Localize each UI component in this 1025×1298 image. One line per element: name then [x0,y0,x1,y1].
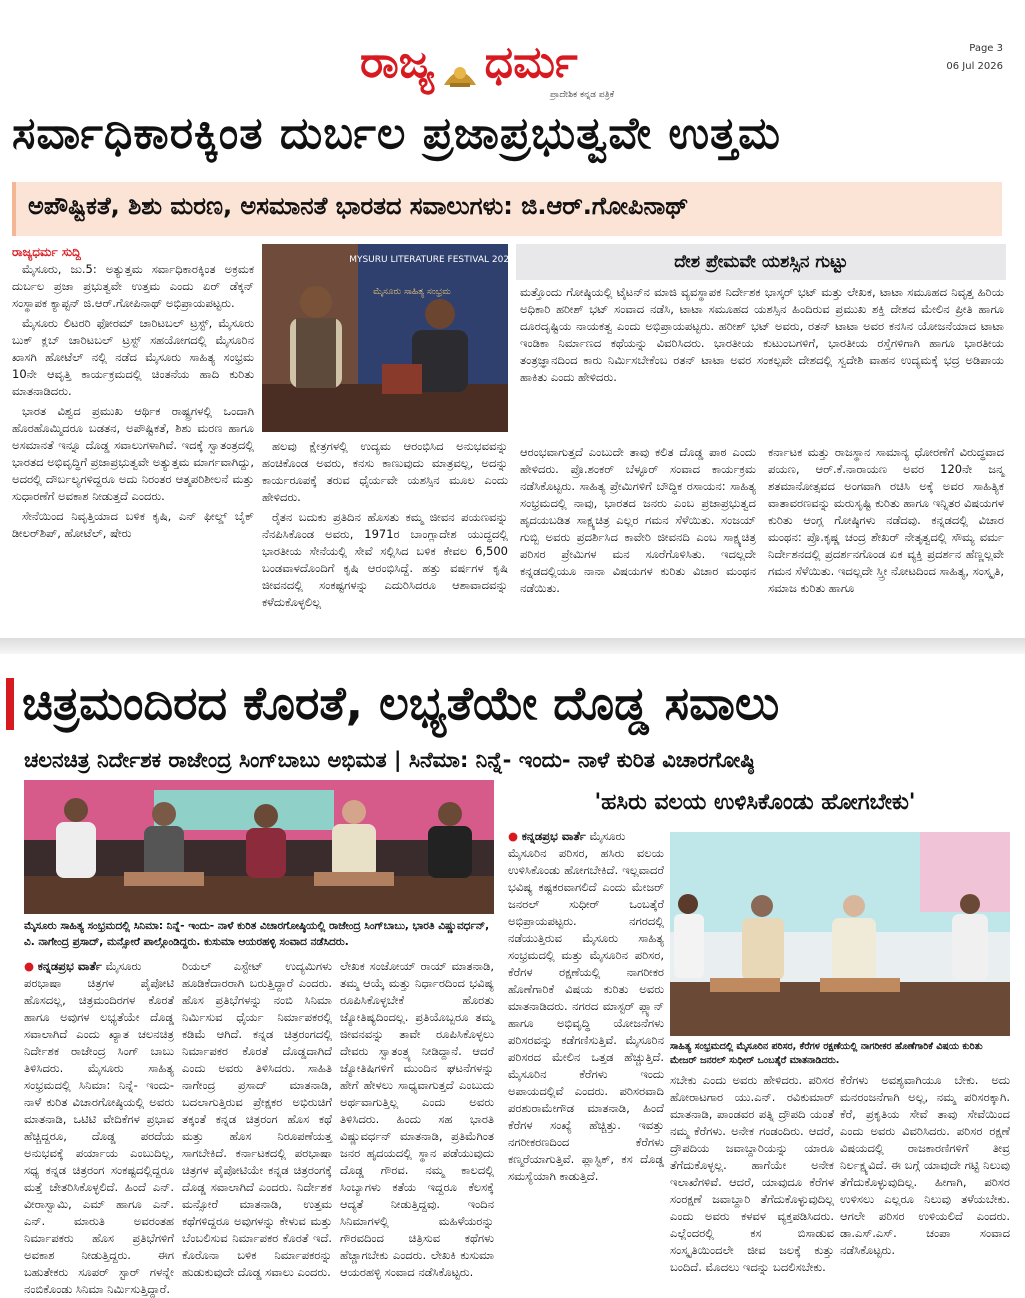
box1-title: ದೇಶ ಪ್ರೇಮವೇ ಯಶಸ್ಸಿನ ಗುಟ್ಟು [674,252,848,272]
story2-photo [24,780,494,914]
story1-paragraph: ಮೈಸೂರು ಲಿಟರರಿ ಫೋರಮ್ ಚಾರಿಟಬಲ್ ಟ್ರಸ್ಟ್, ಮೈಸೂರು ಬುಕ್ ಕ್ಲಬ್ ಚಾರಿಟಬಲ್ ಟ್ರಸ್ಟ್ ಸಹಯೋಗದಲ್ಲಿ ಮೈಸೂರಿನ ಖಾಸಗಿ ಹೋಟೆಲ್ ನಲ್ಲಿ ನಡೆದ ಮೈಸೂರು ಸಾಹಿತ್ಯ ಸಂಭ್ರಮ 10ನೇ ಆವೃತ್ತಿ ಕಾರ್ಯಕ್ರಮದಲ್ಲಿ ಚಿಂತನೆಯ ಹಾದಿ ಕುರಿತು ಮಾತನಾಡಿದರು. [12,316,254,398]
masthead-right: ಧರ್ಮ [484,37,578,88]
story2-column-1-text: ಪರಭಾಷಾ ಚಿತ್ರಗಳ ಪೈಪೋಟಿ ಹೊಸದಲ್ಲ, ಚಿತ್ರಮಂದಿರಗಳ ಕೊರತೆ ಹಾಗೂ ಅವುಗಳ ಲಭ್ಯತೆಯೇ ದೊಡ್ಡ ಸವಾಲಾಗಿದೆ ಎಂದು ಖ್ಯಾತ ಚಲನಚಿತ್ರ ನಿರ್ದೇಶಕ ರಾಜೇಂದ್ರ ಸಿಂಗ್ ಬಾಬು ತಿಳಿಸಿದರು. ಮೈಸೂರು ಸಾಹಿತ್ಯ ಸಂಭ್ರಮದಲ್ಲಿ ಸಿನಿಮಾ: ನಿನ್ನೆ- ಇಂದು- ನಾಳೆ ಕುರಿತ ವಿಚಾರಗೋಷ್ಠಿಯಲ್ಲಿ ಅವರು ಮಾತನಾಡಿ, ಒಟಿಟಿ ವೇದಿಕೆಗಳ ಪ್ರಭಾವ ಹೆಚ್ಚಿದ್ದರೂ, ದೊಡ್ಡ ಪರದೆಯ ಅನುಭವಕ್ಕೆ ಪರ್ಯಾಯ ಎಂಬುದಿಲ್ಲ, ಸಧ್ಯ ಕನ್ನಡ ಚಿತ್ರರಂಗ ಸಂಕಷ್ಟದಲ್ಲಿದ್ದರೂ ಮತ್ತೆ ಚೇತರಿಸಿಕೊಳ್ಳಲಿದೆ. ಹಿಂದೆ ಎನ್. ವೀರಾಸ್ವಾಮಿ, ಎಮ್ ಹಾಗೂ ಎನ್. ಎನ್. ಮಾರುತಿ ಅವರಂತಹ ನಿರ್ಮಾಪಕರು ಹೊಸ ಪ್ರತಿಭೆಗಳಿಗೆ ಅವಕಾಶ ನೀಡುತ್ತಿದ್ದರು. ಈಗ ಬಹುತೇಕರು ಸೂಪರ್ ಸ್ಟಾರ್ ಗಳನ್ನೇ ನಂಬಿಕೊಂಡು ಸಿನಿಮಾ ನಿರ್ಮಿಸುತ್ತಿದ್ದಾರೆ. [24,976,174,1296]
story1-paragraph: ಸೇನೆಯಿಂದ ನಿವೃತ್ತಿಯಾದ ಬಳಿಕ ಕೃಷಿ, ಎನ್ ಫೀಲ್ಡ್ ಬೈಕ್ ಡೀಲರ್‌ಶಿಪ್, ಹೋಟೆಲ್, ಷೇರು [12,509,254,540]
page-info [946,40,1003,76]
box1-intro-text: ಮತ್ತೊಂದು ಗೋಷ್ಠಿಯಲ್ಲಿ ಟೈಟನ್‌ನ ಮಾಜಿ ವ್ಯವಸ್ಥಾಪಕ ನಿರ್ದೇಶಕ ಭಾಸ್ಕರ್ ಭಟ್ ಮತ್ತು ಲೇಖಕ, ಟಾಟಾ ಸಮೂಹದ ನಿವೃತ್ತ ಹಿರಿಯ ಅಧಿಕಾರಿ ಹರೀಶ್ ಭಟ್ ಸಂವಾದ ನಡೆಸಿ, ಟಾಟಾ ಸಮೂಹದ ಯಶಸ್ಸಿನ ಹಿಂದಿರುವ ಪ್ರಮುಖ ಶಕ್ತಿ ದೇಶದ ಮೇಲಿನ ಪ್ರೀತಿ ಹಾಗೂ ದೂರದೃಷ್ಟಿಯ ನಾಯಕತ್ವ ಎಂದು ಅಭಿಪ್ರಾಯಪಟ್ಟರು. ಹರೀಶ್ ಭಟ್ ಅವರು, ರತನ್ ಟಾಟಾ ಅವರ ಕನಸಿನ ಯೋಜನೆಯಾದ ಟಾಟಾ ಇಂಡಿಕಾ ನಿರ್ಮಾಣದ ಕಥೆಯನ್ನು ವಿವರಿಸಿದರು. ಭಾರತೀಯ ಕುಟುಂಬಗಳಿಗೆ, ಭಾರತೀಯ ರಸ್ತೆಗಳಿಗಾಗಿ ಹಾಗೂ ಭಾರತೀಯ ತಂತ್ರಜ್ಞಾನದಿಂದ ಕಾರು ನಿರ್ಮಿಸಬೇಕೆಂಬ ರತನ್ ಟಾಟಾ ಅವರ ಸಂಕಲ್ಪವೇ ದೇಶದಲ್ಲಿ ಸ್ವದೇಶಿ ವಾಹನ ಉದ್ಯಮಕ್ಕೆ ಭದ್ರ ಅಡಿಪಾಯ ಹಾಕಿತು ಎಂದು ಹೇಳಿದರು. [520,285,1004,384]
story1-paragraph: ರೈತನ ಬದುಕು ಪ್ರತಿದಿನ ಹೊಸತು ಕಮ್ಮ ಜೀವನ ಪಯಣವನ್ನು ನೆನಪಿಸಿಕೊಂಡ ಅವರು, 1971ರ ಬಾಂಗ್ಲಾದೇಶ ಯುದ್ಧದಲ್ಲಿ ಭಾರತೀಯ ಸೇನೆಯಲ್ಲಿ ಸೇವೆ ಸಲ್ಲಿಸಿದ ಬಳಿಕ ಕೇವಲ 6,500 ಬಂಡವಾಳದೊಂದಿಗೆ ಕೃಷಿ ಆರಂಭಿಸಿದ್ದೆ. ಹತ್ತು ವರ್ಷಗಳ ಕೃಷಿ ಜೀವನದಲ್ಲಿ ಸಂಕಷ್ಟಗಳನ್ನು ಎದುರಿಸಿದರೂ ಆಶಾವಾದವನ್ನು ಕಳೆದುಕೊಳ್ಳಲಿಲ್ಲ [262,510,508,609]
box2-column-3-text: ಕೆರೆಗಳು ಅವಶ್ಯವಾಗಿಯೂ ಬೇಕು. ಅದು ಮನರಂಜನೆಗಾಗಿ ಅಲ್ಲ, ನಮ್ಮ ಪರಿಸರಕ್ಕಾಗಿ. ಕೆರೆ, ಪ್ರಕೃತಿಯ ಸೇವೆ ತಾವು ಸೇವೆಯಿಂದ ಎಂದು ಅವರು ವಿವರಿಸಿದರು. ಪರಿಸರ ರಕ್ಷಣೆ ವಿಷಯದಲ್ಲಿ ರಾಜಕಾರಣಿಗಳಿಗೆ ತೀವ್ರ ನಿರ್ಲಕ್ಷ್ಯವಿದೆ. ಈ ಬಗ್ಗೆ ಯಾವುದೇ ಗಟ್ಟಿ ನಿಲುವು ತೆಗೆದುಕೊಳ್ಳುವುದಿಲ್ಲ. ಹೀಗಾಗಿ, ಪರಿಸರ ಉಳಿಸಲು ಎಲ್ಲರೂ ನಿಲುವು ತಳೆಯಬೇಕು. ಆಗಲೇ ಪರಿಸರ ಉಳಿಯಲಿದೆ ಎಂದರು. ಡಾ.ಎಸ್.ಎಸ್. ಚಂಪಾ ಸಂವಾದ ನಡೆಸಿಕೊಟ್ಟರು. [840,1073,1010,1257]
masthead-tagline: ಪ್ರಾದೇಶಿಕ ಕನ್ನಡ ಪತ್ರಿಕೆ [550,90,615,100]
box2-photo-caption: ಸಾಹಿತ್ಯ ಸಂಭ್ರಮದಲ್ಲಿ ಮೈಸೂರಿನ ಪರಿಸರ, ಕೆರೆಗಳ ರಕ್ಷಣೆಯಲ್ಲಿ ನಾಗರೀಕರ ಹೊಣೆಗಾರಿಕೆ ವಿಷಯ ಕುರಿತು ಮೇಜರ್ ಜನರಲ್ ಸುಧೀರ್ ಒಂಬತ್ಕೆರೆ ಮಾತನಾಡಿದರು. [670,1041,983,1066]
story2-byline-place: ಮೈಸೂರು [105,959,142,973]
box2-byline-place: ಮೈಸೂರು [589,829,626,843]
story2-column-2 [182,958,332,1279]
story1-paragraph: ಮೈಸೂರು, ಜು.5: ಅತ್ಯುತ್ತಮ ಸರ್ವಾಧಿಕಾರಕ್ಕಿಂತ ಅಕ್ರಮಕ ದುರ್ಬಲ ಪ್ರಜಾ ಪ್ರಭುತ್ವವೇ ಉತ್ತಮ ಎಂದು ಏರ್ ಡೆಕ್ಕನ್ ಸಂಸ್ಥಾಪಕ ಕ್ಯಾಪ್ಟನ್ ಜಿ.ಆರ್.ಗೋಪಿನಾಥ್ ಅಭಿಪ್ರಾಯಪಟ್ಟರು. [12,262,254,310]
story2-headline: ಚಿತ್ರಮಂದಿರದ ಕೊರತೆ, ಲಭ್ಯತೆಯೇ ದೊಡ್ಡ ಸವಾಲು [22,676,780,730]
story2-column-3 [340,958,494,1279]
box2-column-1-text: ಮೈಸೂರಿನ ಪರಿಸರ, ಹಸಿರು ವಲಯ ಉಳಿಸಿಕೊಂಡು ಹೋಗಬೇಕಿದೆ. ಇಲ್ಲವಾದರೆ ಭವಿಷ್ಯ ಕಷ್ಟಕರವಾಗಲಿದೆ ಎಂದು ಮೇಜರ್ ಜನರಲ್ ಸುಧೀರ್ ಒಂಬತ್ಕೆರೆ ಅಭಿಪ್ರಾಯಪಟ್ಟರು. ನಗರದಲ್ಲಿ ನಡೆಯುತ್ತಿರುವ ಮೈಸೂರು ಸಾಹಿತ್ಯ ಸಂಭ್ರಮದಲ್ಲಿ ಮತ್ತು ಮೈಸೂರಿನ ಪರಿಸರ, ಕೆರೆಗಳ ರಕ್ಷಣೆಯಲ್ಲಿ ನಾಗರೀಕರ ಹೊಣೆಗಾರಿಕೆ ವಿಷಯ ಕುರಿತು ಅವರು ಮಾತನಾಡಿದರು. ನಗರದ ಮಾಸ್ಟರ್ ಪ್ಲ್ಯಾನ್ ಹಾಗೂ ಅಭಿವೃದ್ಧಿ ಯೋಜನೆಗಳು ಪರಿಸರವನ್ನು ಕಡೆಗಣಿಸುತ್ತಿವೆ. ಮೈಸೂರಿನ ಪರಿಸರದ ಮೇಲಿನ ಒತ್ತಡ ಹೆಚ್ಚುತ್ತಿದೆ. ಮೈಸೂರಿನ ಕೆರೆಗಳು ಇಂದು ಅಪಾಯದಲ್ಲಿವೆ ಎಂದರು. ಪರಿಸರವಾದಿ ಪರಶುರಾಮೇಗೌಡ ಮಾತನಾಡಿ, ಹಿಂದೆ ಕೆರೆಗಳ ಸಂಖ್ಯೆ ಹೆಚ್ಚಿತ್ತು. ಇವತ್ತು ನಗರೀಕರಣದಿಂದ ಕೆರೆಗಳು ಕಣ್ಮರೆಯಾಗುತ್ತಿವೆ. ಪ್ಲಾಸ್ಟಿಕ್, ಕಸ ದೊಡ್ಡ ಸಮಸ್ಯೆಯಾಗಿ ಕಾಡುತ್ತಿದೆ. [508,846,664,1183]
story1-headline: ಸರ್ವಾಧಿಕಾರಕ್ಕಿಂತ ದುರ್ಬಲ ಪ್ರಜಾಪ್ರಭುತ್ವವೇ ಉತ್ತಮ [12,108,781,159]
story2-accent-bar [6,678,14,730]
box2-byline: ಕನ್ನಡಪ್ರಭ ವಾರ್ತೆ [521,829,586,843]
box2-column-2-text: ಸಬೇಕು ಎಂದು ಅವರು ಹೇಳಿದರು. ಪರಿಸರ ಹೋರಾಟಗಾರ ಯು.ಎನ್. ರವಿಕುಮಾರ್ ಮಾತನಾಡಿ, ಪಾಂಡವರ ಪತ್ನಿ ದ್ರೌಪದಿ ಯಂತೆ ನಮ್ಮ ಕೆರೆಗಳು. ಅನೇಕ ಗಂಡಂದಿರು. ಆದರೆ, ದ್ರೌಪದಿಯ ಜವಾಬ್ದಾರಿಯನ್ನು ಯಾರೂ ತೆಗೆದುಕೊಳ್ಳಲ್ಲ. ಹಾಗೆಯೇ ಅನೇಕ ಇಲಾಖೆಗಳಿವೆ. ಆದರೆ, ಯಾವುದೂ ಕೆರೆಗಳ ಸಂರಕ್ಷಣೆ ಜವಾಬ್ದಾರಿ ತೆಗೆದುಕೊಳ್ಳುವುದಿಲ್ಲ ಎಂದು ಅವರು ಕಳವಳ ವ್ಯಕ್ತಪಡಿಸಿದರು. ಎಲ್ಲೆಂದರಲ್ಲಿ ಕಸ ಬಿಸಾಡುವ ಸಂಸ್ಕೃತಿಯಿಂದಲೇ ಜೀವ ಜಲಕ್ಕೆ ಕುತ್ತು ಬಂದಿದೆ. ಮೊದಲು ಇದನ್ನು ಬದಲಿಸಬೇಕು. [670,1073,834,1274]
story2-byline-row [24,958,174,975]
masthead [360,38,670,98]
box1-column-1 [520,444,756,638]
story1-byline: ರಾಜ್ಯಧರ್ಮ ಸುದ್ದಿ [12,245,81,259]
masthead-left: ರಾಜ್ಯ [360,37,435,88]
box1-column-1-text: ಆರಂಭವಾಗುತ್ತದೆ ಎಂಬುದೇ ತಾವು ಕಲಿತ ದೊಡ್ಡ ಪಾಠ ಎಂದು ಹೇಳಿದರು. ಪ್ರೊ.ಶಂಕರ್ ಬೆಳ್ಳೂರ್ ಸಂವಾದ ಕಾರ್ಯಕ್ರಮ ನಡೆಸಿಕೊಟ್ಟರು. ಸಾಹಿತ್ಯ ಪ್ರೇಮಿಗಳಿಗೆ ಬೌದ್ಧಿಕ ರಸಾಯನ: ಸಾಹಿತ್ಯ ಸಂಭ್ರಮದಲ್ಲಿ ನಾವು, ಭಾರತದ ಜನರು ಎಂಬ ಪ್ರಜಾಪ್ರಭುತ್ವದ ಹೃದಯಬಡಿತ ಸಾಕ್ಷ್ಯಚಿತ್ರ ಎಲ್ಲರ ಗಮನ ಸೆಳೆಯಿತು. ಸಂಜಯ್ ಗುಬ್ಬಿ ಅವರು ಪ್ರದರ್ಶಿಸಿದ ಕಾವೇರಿ ಜೀವನದಿ ಎಂಬ ಸಾಕ್ಷ್ಯಚಿತ್ರ ಪರಿಸರ ಪ್ರೇಮಿಗಳ ಮನ ಸೂರೆಗೊಳಿಸಿತು. ಇದಲ್ಲದೇ ಕನ್ನಡದಲ್ಲಿಯೂ ನಾನಾ ವಿಷಯಗಳ ಕುರಿತು ವಿಚಾರ ಮಂಥನ ನಡೆಯಿತು. [520,445,756,595]
photo-banner-text: MYSURU LITERATURE FESTIVAL 2026 [349,255,515,265]
story2-photo-caption: ಮೈಸೂರು ಸಾಹಿತ್ಯ ಸಂಭ್ರಮದಲ್ಲಿ ಸಿನಿಮಾ: ನಿನ್ನೆ- ಇಂದು- ನಾಳೆ ಕುರಿತ ವಿಚಾರಗೋಷ್ಠಿಯಲ್ಲಿ ರಾಜೇಂದ್ರ ಸಿಂಗ್‌ಬಾಬು, ಭಾರತಿ ವಿಷ್ಣುವರ್ಧನ್, ವಿ. ನಾಗೇಂದ್ರ ಪ್ರಸಾದ್, ಮನ್ಸೋರೆ ಪಾಲ್ಗೊಂಡಿದ್ದರು. ಕುಸುಮಾ ಆಯರಹಳ್ಳಿ ಸಂವಾದ ನಡೆಸಿದರು. [24,920,490,948]
box2-title: 'ಹಸಿರು ವಲಯ ಉಳಿಸಿಕೊಂಡು ಹೋಗಬೇಕು' [594,790,916,815]
box2-byline-row [508,828,664,845]
page-date: 06 Jul 2026 [946,61,1003,72]
photo-sub-text: ಮೈಸೂರು ಸಾಹಿತ್ಯ ಸಂಭ್ರಮ [373,287,451,297]
story2-subheadline: ಚಲನಚಿತ್ರ ನಿರ್ದೇಶಕ ರಾಜೇಂದ್ರ ಸಿಂಗ್‌ಬಾಬು ಅಭಿಮತ | ಸಿನೆಮಾ: ನಿನ್ನೆ- ಇಂದು- ನಾಳೆ ಕುರಿತ ವಿಚಾರಗೋಷ್ಠಿ [24,748,755,772]
bullet-icon: ● [24,959,35,973]
emblem-icon [440,55,480,91]
bullet-icon: ● [508,829,519,843]
story2-column-2-text: ರಿಯಲ್ ಎಸ್ಟೇಟ್ ಉದ್ಯಮಿಗಳು ಹೂಡಿಕೆದಾರರಾಗಿ ಬರುತ್ತಿದ್ದಾರೆ ಎಂದರು. ಹೊಸ ಪ್ರತಿಭೆಗಳನ್ನು ನಂಬಿ ಸಿನಿಮಾ ನಿರ್ಮಿಸುವ ಧೈರ್ಯ ನಿರ್ಮಾಪಕರಲ್ಲಿ ಕಡಿಮೆ ಆಗಿದೆ. ಕನ್ನಡ ಚಿತ್ರರಂಗದಲ್ಲಿ ನಿರ್ಮಾಪಕರ ಕೊರತೆ ದೊಡ್ಡದಾಗಿದೆ ಎಂದು ಅವರು ತಿಳಿಸಿದರು. ಸಾಹಿತಿ ನಾಗೇಂದ್ರ ಪ್ರಸಾದ್ ಮಾತನಾಡಿ, ಬದಲಾಗುತ್ತಿರುವ ಪ್ರೇಕ್ಷಕರ ಅಭಿರುಚಿಗೆ ತಕ್ಕಂತೆ ಕನ್ನಡ ಚಿತ್ರರಂಗ ಹೊಸ ಕಥೆ ಮತ್ತು ಹೊಸ ನಿರೂಪಣೆಯತ್ತ ಸಾಗಬೇಕಿದೆ. ಕರ್ನಾಟಕದಲ್ಲಿ ಪರಭಾಷಾ ಚಿತ್ರಗಳ ಪೈಪೋಟಿಯೇ ಕನ್ನಡ ಚಿತ್ರರಂಗಕ್ಕೆ ದೊಡ್ಡ ಸವಾಲಾಗಿದೆ ಎಂದರು. ನಿರ್ದೇಶಕ ಮನ್ಸೋರೆ ಮಾತನಾಡಿ, ಉತ್ತಮ ಕಥೆಗಳಿದ್ದರೂ ಅವುಗಳನ್ನು ಕೇಳುವ ಮತ್ತು ಬೆಂಬಲಿಸುವ ನಿರ್ಮಾಪಕರ ಕೊರತೆ ಇದೆ. ಕೊರೊನಾ ಬಳಿಕ ನಿರ್ಮಾಪಕರನ್ನು ಹುಡುಕುವುದೇ ದೊಡ್ಡ ಸವಾಲು ಎಂದರು. [182,959,332,1279]
page-fold-divider [0,638,1025,654]
box1-column-2-text: ಕರ್ನಾಟಕ ಮತ್ತು ರಾಜಸ್ಥಾನ ಸಾಮಾನ್ಯ ಧೋರಣೆಗೆ ವಿರುದ್ಧವಾದ ಪಯಣ, ಆರ್.ಕೆ.ನಾರಾಯಣ ಅವರ 120ನೇ ಜನ್ಮ ಶತಮಾನೋತ್ಸವದ ಅಂಗವಾಗಿ ರಚಿಸಿ ಅಕ್ಕೆ ಅವರ ಸಾಹಿತ್ಯಿಕ ವಾತಾವರಣವನ್ನು ಮರುಸೃಷ್ಟಿ ಕುರಿತು ಹಾಗೂ ಇನ್ನಿತರ ವಿಷಯಗಳ ಕುರಿತು ಆಂಗ್ಲ ಗೋಷ್ಠಿಗಳು ನಡೆದವು. ಕನ್ನಡದಲ್ಲಿ ವಿಚಾರ ಮಂಥನ: ಪ್ರೊ.ಕೃಷ್ಣ ಚಂದ್ರ ಶೇಖರ್ ನೇತೃತ್ವದಲ್ಲಿ ಸೌಮ್ಯ ವರ್ಮ ನಿರ್ದೇಶನದಲ್ಲಿ ಪ್ರದರ್ಶನಗೊಂಡ ಏಕ ವ್ಯಕ್ತಿ ಪ್ರದರ್ಶನ ಹೆಣ್ಣಲ್ಲವೇ ಗಮನ ಸೆಳೆಯಿತು. ಇದಲ್ಲದೇ ಸ್ತ್ರೀ ನೋಟದಿಂದ ಸಾಹಿತ್ಯ, ಸಂಸ್ಕೃತಿ, ಸಮಾಜ ಕುರಿತು ಹಾಗೂ [768,445,1004,595]
box2-photo [670,832,1010,1036]
box2-column-1 [508,828,664,1270]
story2-byline: ಕನ್ನಡಪ್ರಭ ವಾರ್ತೆ [37,959,102,973]
story1-photo [262,244,515,432]
box1-intro [520,284,1004,438]
story1-subheadline-bar [12,182,1002,236]
story1-paragraph: ಹಲವು ಕ್ಷೇತ್ರಗಳಲ್ಲಿ ಉದ್ಯಮ ಆರಂಭಿಸಿದ ಅನುಭವವನ್ನು ಹಂಚಿಕೊಂಡ ಅವರು, ಕನಸು ಕಾಣುವುದು ಮಾತ್ರವಲ್ಲ, ಅದನ್ನು ಕಾರ್ಯರೂಪಕ್ಕೆ ತರುವ ಧೈರ್ಯವೇ ಯಶಸ್ಸಿನ ಮೂಲ ಎಂದು ಹೇಳಿದರು. [262,439,508,504]
box2-column-3 [840,1072,1010,1270]
page-number: Page 3 [969,43,1003,54]
box1-column-2 [768,444,1004,638]
box2-column-2 [670,1072,834,1274]
story1-column-1 [12,244,254,638]
story2-column-3-text: ಲೇಖಕ ಸಂಜೋಯ್ ರಾಯ್ ಮಾತನಾಡಿ, ತಮ್ಮ ಆಯ್ಕೆ ಮತ್ತು ನಿರ್ಧಾರದಿಂದ ಭವಿಷ್ಯ ರೂಪಿಸಿಕೊಳ್ಳಬೇಕೆ ಹೊರತು ಜ್ಯೋತಿಷ್ಯದಿಂದಲ್ಲ. ಪ್ರತಿಯೊಬ್ಬರೂ ತಮ್ಮ ಜೀವನವನ್ನು ತಾವೇ ರೂಪಿಸಿಕೊಳ್ಳಲು ದೇವರು ಸ್ವಾತಂತ್ರ್ಯ ನೀಡಿದ್ದಾನೆ. ಆದರೆ ಜ್ಯೋತಿಷಿಗಳಿಗೆ ಮುಂದಿನ ಘಟನೆಗಳನ್ನು ಹೇಗೆ ಹೇಳಲು ಸಾಧ್ಯವಾಗುತ್ತದೆ ಎಂಬುದು ಅರ್ಥವಾಗುತ್ತಿಲ್ಲ ಎಂದು ಅವರು ತಿಳಿಸಿದರು. ಹಿಂದು ಸಹ ಭಾರತಿ ವಿಷ್ಣುವರ್ಧನ್ ಮಾತನಾಡಿ, ಪ್ರತಿಮೆಗಿಂತ ಜನರ ಹೃದಯದಲ್ಲಿ ಸ್ಥಾನ ಪಡೆಯುವುದು ದೊಡ್ಡ ಗೌರವ. ನಮ್ಮ ಕಾಲದಲ್ಲಿ ಸಿಂಬ್ಯಾಗಳು ಕತೆಯ ಇದ್ದರೂ ಕೆಲಸಕ್ಕೆ ಆದ್ಯತೆ ನೀಡುತ್ತಿದ್ದವು. ಇಂದಿನ ಸಿನಿಮಾಗಳಲ್ಲಿ ಮಹಿಳೆಯರನ್ನು ಗೌರವದಿಂದ ಚಿತ್ರಿಸುವ ಕಥೆಗಳು ಹೆಚ್ಚಾಗಬೇಕು ಎಂದರು. ಲೇಖಕಿ ಕುಸುಮಾ ಆಯರಹಳ್ಳಿ ಸಂವಾದ ನಡೆಸಿಕೊಟ್ಟರು. [340,959,494,1279]
story2-column-1 [24,958,174,1296]
story1-paragraph: ಭಾರತ ವಿಶ್ವದ ಪ್ರಮುಖ ಆರ್ಥಿಕ ರಾಷ್ಟ್ರಗಳಲ್ಲಿ ಒಂದಾಗಿ ಹೊರಹೊಮ್ಮಿದರೂ ಬಡತನ, ಅಪೌಷ್ಟಿಕತೆ, ಶಿಶು ಮರಣ ಹಾಗೂ ಅಸಮಾನತೆ ಇನ್ನೂ ದೊಡ್ಡ ಸವಾಲುಗಳಾಗಿವೆ. ಇದಕ್ಕೆ ಸ್ವಾತಂತ್ರದಲ್ಲಿ ಭಾರತದ ಅಭಿವೃದ್ಧಿಗೆ ಪ್ರಜಾಪ್ರಭುತ್ವವೇ ಅತ್ಯುತ್ತಮ ಮಾರ್ಗವಾಗಿದ್ದು, ಅದರಲ್ಲಿ ದೌರ್ಬಲ್ಯಗಳಿದ್ದರೂ ಅದು ನಿರಂತರ ಆತ್ಮಪರಿಶೀಲನೆ ಮತ್ತು ಸುಧಾರಣೆಗೆ ಅವಕಾಶ ನೀಡುತ್ತದೆ ಎಂದರು. [12,404,254,503]
story1-subheadline: ಅಪೌಷ್ಟಿಕತೆ, ಶಿಶು ಮರಣ, ಅಸಮಾನತೆ ಭಾರತದ ಸವಾಲುಗಳು: ಜಿ.ಆರ್.ಗೋಪಿನಾಥ್ [28,192,689,220]
box1-title-bar [516,244,1006,280]
story1-column-2 [262,438,508,638]
